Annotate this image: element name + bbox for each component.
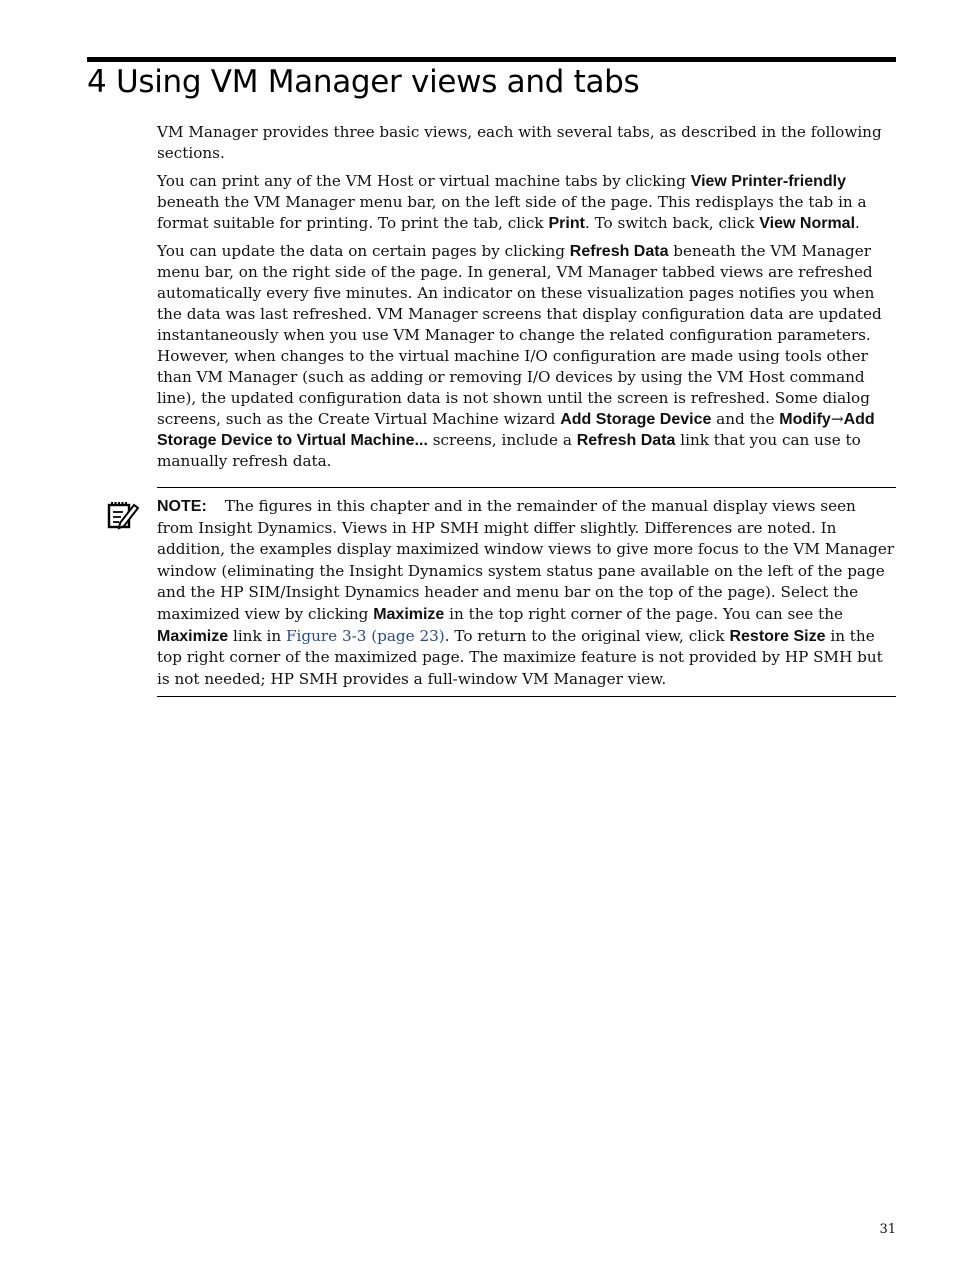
- paragraph-printing: You can print any of the VM Host or virtual machine tabs by clicking View Printer-friendly beneath the VM Manager menu bar, on the left side of the page. This redisplays the tab in a format suitable for printing. To print the tab, click Print. To switch back, click View Normal.: [157, 172, 867, 232]
- ui-term-print: Print: [548, 215, 585, 232]
- ui-term-refresh-data-2: Refresh Data: [576, 432, 676, 449]
- ui-term-add-storage-device: Add Storage Device: [560, 411, 712, 428]
- ui-term-maximize: Maximize: [373, 605, 445, 623]
- ui-term-restore-size: Restore Size: [729, 627, 826, 645]
- note-label: NOTE:: [157, 498, 207, 515]
- note-pencil-icon: [106, 499, 140, 531]
- note-box: NOTE: The figures in this chapter and in the remainder of the manual display views seen from Insight Dynamics. Views in HP SMH might differ slightly. Differences are noted. In addition, the examples display maximized window views to give more focus to the VM Manager window (eliminating the Insight Dynamics system status pane available on the left of the page and the HP SIM/Insight Dynamics header and menu bar on the top of the page). Select the maximized view by clicking Maximize in the top right corner of the page. You can see the Maximize link in Figure 3-3 (page 23). To return to the original view, click Restore Size in the top right corner of the maximized page. The maximize feature is not provided by HP SMH but is not needed; HP SMH provides a full-window VM Manager view.: [157, 487, 896, 697]
- ui-term-add-storage-device-to-vm: Add Storage Device to Virtual Machine...: [157, 411, 875, 449]
- paragraph-refresh: You can update the data on certain pages by clicking Refresh Data beneath the VM Manager menu bar, on the right side of the page. In general, VM Manager tabbed views are refreshed automatically every five minutes. An indicator on these visualization pages notifies you when the data was last refreshed. VM Manager screens that display configuration data are updated instantaneously when you use VM Manager to change the related configuration parameters. However, when changes to the virtual machine I/O configuration are made using tools other than VM Manager (such as adding or removing I/O devices by using the VM Host command line), the updated configuration data is not shown until the screen is refreshed. Some dialog screens, such as the Create Virtual Machine wizard Add Storage Device and the Modify→Add Storage Device to Virtual Machine... screens, include a Refresh Data link that you can use to manually refresh data.: [157, 242, 882, 470]
- ui-term-refresh-data: Refresh Data: [569, 243, 669, 260]
- ui-term-maximize-2: Maximize: [157, 627, 229, 645]
- figure-reference-link[interactable]: Figure 3-3 (page 23): [285, 626, 445, 645]
- menu-arrow: →: [830, 410, 844, 428]
- paragraph-intro: VM Manager provides three basic views, each with several tabs, as described in the following sections.: [157, 123, 882, 162]
- chapter-title: 4 Using VM Manager views and tabs: [87, 64, 640, 100]
- body-text: [157, 122, 896, 479]
- ui-term-modify: Modify: [779, 411, 831, 428]
- page-number: 31: [879, 1222, 896, 1237]
- chapter-rule: [87, 57, 896, 62]
- ui-term-view-normal: View Normal: [759, 215, 856, 232]
- ui-term-view-printer-friendly: View Printer-friendly: [690, 173, 846, 190]
